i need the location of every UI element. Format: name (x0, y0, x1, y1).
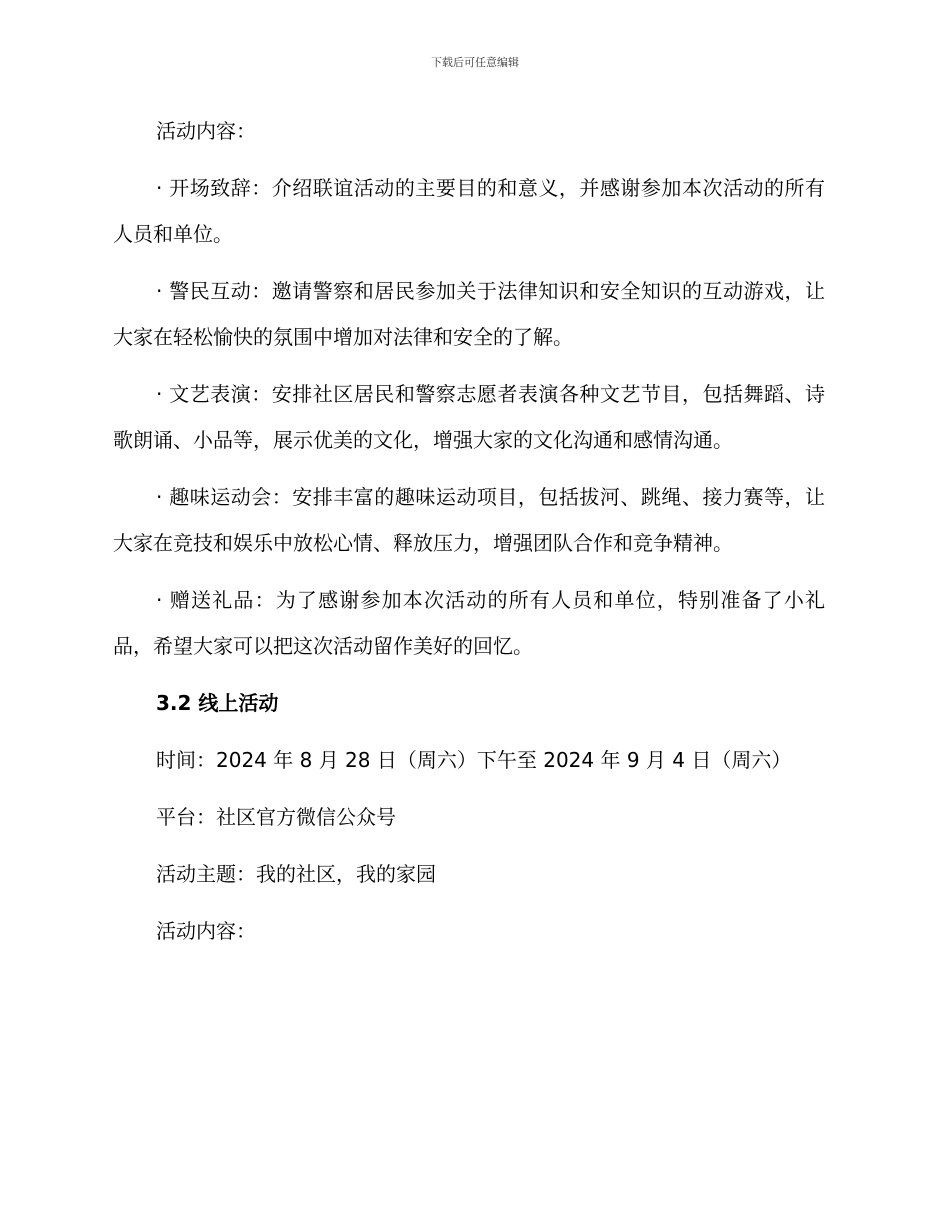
content-label: 活动内容： (156, 119, 256, 143)
section-heading-online: 3.2 线上活动 (156, 691, 279, 715)
online-time: 时间：2024 年 8 月 28 日（周六）下午至 2024 年 9 月 4 日（周六） (156, 748, 792, 772)
list-item-police-interaction: · 警民互动：邀请警察和居民参加关于法律知识和安全知识的互动游戏，让大家在轻松愉快的氛围中增加对法律和安全的了解。 (113, 279, 825, 349)
list-item-opening-speech: · 开场致辞：介绍联谊活动的主要目的和意义，并感谢参加本次活动的所有人员和单位。 (113, 176, 825, 246)
online-theme: 活动主题：我的社区，我的家园 (156, 862, 436, 886)
list-item-sports-meet: · 趣味运动会：安排丰富的趣味运动项目，包括拔河、跳绳、接力赛等，让大家在竞技和娱乐中放松心情、释放压力，增强团队合作和竞争精神。 (113, 485, 825, 555)
page-header: 下载后可任意编辑 (431, 56, 519, 69)
online-content-label: 活动内容： (156, 919, 256, 943)
list-item-performance: · 文艺表演：安排社区居民和警察志愿者表演各种文艺节目，包括舞蹈、诗歌朗诵、小品等，展示优美的文化，增强大家的文化沟通和感情沟通。 (113, 382, 825, 452)
online-platform: 平台：社区官方微信公众号 (156, 805, 396, 829)
document-body (113, 108, 825, 965)
list-item-gifts: · 赠送礼品：为了感谢参加本次活动的所有人员和单位，特别准备了小礼品，希望大家可以把这次活动留作美好的回忆。 (113, 588, 825, 658)
